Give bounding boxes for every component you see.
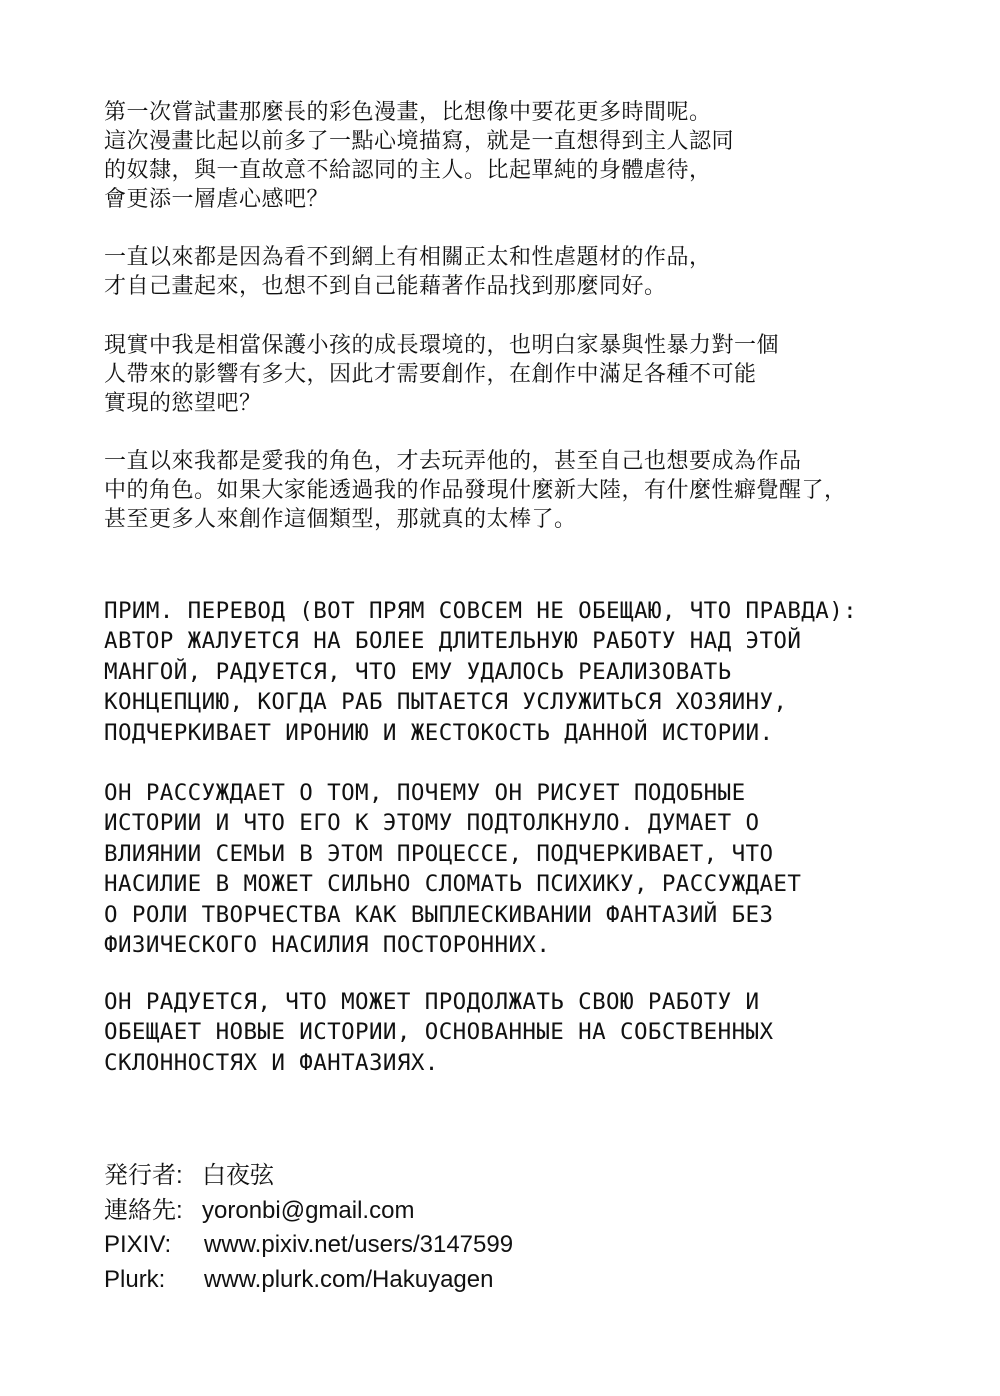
text-line: ФИЗИЧЕСКОГО НАСИЛИЯ ПОСТОРОННИХ.: [104, 932, 551, 959]
text-line: 現實中我是相當保護小孩的成長環境的，也明白家暴與性暴力對一個: [104, 333, 780, 358]
text-line: 人帶來的影響有多大，因此才需要創作，在創作中滿足各種不可能: [104, 362, 757, 387]
pixiv-url-link[interactable]: www.pixiv.net/users/3147599: [204, 1231, 514, 1258]
translator-note-paragraph-2: [104, 778, 924, 960]
pixiv-label: PIXIV:: [104, 1231, 172, 1258]
text-line: О РОЛИ ТВОРЧЕСТВА КАК ВЫПЛЕСКИВАНИИ ФАНТАЗИЙ БЕЗ: [104, 901, 774, 928]
text-line: ПРИМ. ПЕРЕВОД (ВОТ ПРЯМ СОВСЕМ НЕ ОБЕЩАЮ, ЧТО ПРАВДА):: [104, 598, 858, 624]
text-line: 這次漫畫比起以前多了一點心境描寫，就是一直想得到主人認同: [104, 129, 735, 154]
text-line: 中的角色。如果大家能透過我的作品發現什麼新大陸，有什麼性癖覺醒了，: [104, 478, 847, 503]
text-line: СКЛОННОСТЯХ И ФАНТАЗИЯХ.: [104, 1049, 439, 1076]
plurk-url-link[interactable]: www.plurk.com/Hakuyagen: [204, 1265, 494, 1293]
afterword-zh-paragraph-4: [104, 447, 924, 534]
text-line: 才自己畫起來，也想不到自己能藉著作品找到那麼同好。: [104, 274, 667, 299]
afterword-zh-paragraph-3: [104, 331, 924, 418]
afterword-zh-paragraph-2: [104, 243, 924, 301]
plurk-label: Plurk:: [104, 1265, 166, 1293]
text-line: 第一次嘗試畫那麼長的彩色漫畫，比想像中要花更多時間呢。: [104, 100, 712, 125]
text-line: 甚至更多人來創作這個類型，那就真的太棒了。: [104, 507, 577, 532]
text-line: МАНГОЙ, РАДУЕТСЯ, ЧТО ЕМУ УДАЛОСЬ РЕАЛИЗОВАТЬ: [104, 658, 732, 685]
translator-note-paragraph-3: [104, 987, 924, 1078]
text-line: АВТОР ЖАЛУЕТСЯ НА БОЛЕЕ ДЛИТЕЛЬНУЮ РАБОТУ НАД ЭТОЙ: [104, 628, 802, 655]
text-line: ВЛИЯНИИ СЕМЬИ В ЭТОМ ПРОЦЕССЕ, ПОДЧЕРКИВАЕТ, ЧТО: [104, 840, 774, 867]
publisher-name: 白夜弦: [202, 1162, 274, 1189]
text-line: 一直以來都是因為看不到網上有相關正太和性虐題材的作品，: [104, 245, 712, 270]
publisher-row: [104, 1159, 924, 1194]
publisher-label: 発行者:: [104, 1162, 183, 1189]
afterword-zh-paragraph-1: [104, 98, 924, 214]
text-line: 一直以來我都是愛我的角色，才去玩弄他的，甚至自己也想要成為作品: [104, 449, 802, 474]
text-line: 會更添一層虐心感吧？: [104, 187, 330, 212]
pixiv-row: [104, 1228, 924, 1263]
plurk-row: [104, 1263, 924, 1298]
contact-email-link[interactable]: yoronbi@gmail.com: [202, 1196, 415, 1224]
colophon: [104, 1159, 924, 1297]
text-line: ОН РАДУЕТСЯ, ЧТО МОЖЕТ ПРОДОЛЖАТЬ СВОЮ РАБОТУ И: [104, 989, 760, 1015]
contact-row: [104, 1194, 924, 1229]
translator-note-paragraph-1: [104, 596, 924, 748]
text-line: 實現的慾望吧？: [104, 391, 262, 416]
text-line: 的奴隸，與一直故意不給認同的主人。比起單純的身體虐待，: [104, 158, 712, 183]
contact-label: 連絡先:: [104, 1196, 183, 1224]
text-line: ПОДЧЕРКИВАЕТ ИРОНИЮ И ЖЕСТОКОСТЬ ДАННОЙ ИСТОРИИ.: [104, 719, 774, 746]
text-line: НАСИЛИЕ В МОЖЕТ СИЛЬНО СЛОМАТЬ ПСИХИКУ, РАССУЖДАЕТ: [104, 871, 802, 898]
text-line: КОНЦЕПЦИЮ, КОГДА РАБ ПЫТАЕТСЯ УСЛУЖИТЬСЯ ХОЗЯИНУ,: [104, 689, 788, 716]
text-line: ИСТОРИИ И ЧТО ЕГО К ЭТОМУ ПОДТОЛКНУЛО. ДУМАЕТ О: [104, 810, 760, 837]
text-line: ОБЕЩАЕТ НОВЫЕ ИСТОРИИ, ОСНОВАННЫЕ НА СОБСТВЕННЫХ: [104, 1019, 774, 1046]
text-line: ОН РАССУЖДАЕТ О ТОМ, ПОЧЕМУ ОН РИСУЕТ ПОДОБНЫЕ: [104, 780, 746, 806]
